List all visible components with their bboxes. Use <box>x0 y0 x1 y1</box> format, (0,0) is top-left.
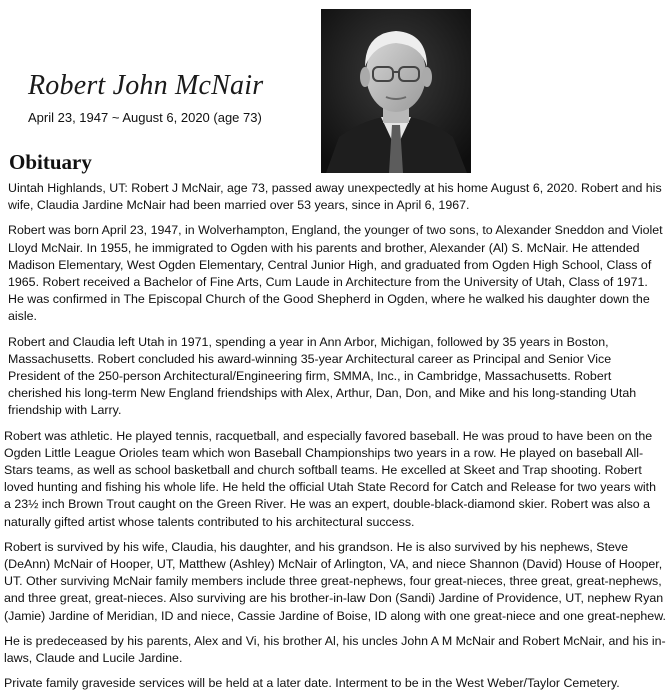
obituary-paragraph: He is predeceased by his parents, Alex and Vi, his brother Al, his uncles John A M McNair and Robert McNair, and his in-laws, Claude and Lucile Jardine. <box>4 633 666 666</box>
obituary-paragraph: Robert and Claudia left Utah in 1971, spending a year in Ann Arbor, Michigan, followed by 35 years in Boston, Massachusetts. Robert concluded his award-winning 35-year Architectural career as Principal and Senior Vice President of the 250-person Architectural/Engineering firm, SMMA, Inc., in Cambridge, Massachusetts. Robert cherished his long-term New England friendships with Alex, Arthur, Dan, Don, and Mike and his long-standing Utah friendship with Larry. <box>8 334 637 418</box>
obituary-heading: Obituary <box>9 150 92 174</box>
portrait-photo <box>321 9 471 173</box>
obituary-paragraph: Private family graveside services will be held at a later date. Interment to be in the West Weber/Taylor Cemetery. <box>4 676 620 691</box>
obituary-paragraph: Robert was athletic. He played tennis, racquetball, and especially favored baseball. He was proud to have been on the Ogden Little League Orioles team which won Baseball Championships two years in a row. He played on baseball All-Stars teams, as well as school basketball and church softball teams. He excelled at Skeet and Trap shooting. Robert loved hunting and fishing his whole life. He held the official Utah State Record for Catch and Release for two years with a 23½ inch Brown Trout caught on the Green River. He was an expert, double-black-diamond skier. Robert was also a naturally gifted artist whose talents contributed to his architectural success. <box>4 428 657 529</box>
obituary-body <box>4 180 666 700</box>
life-dates: April 23, 1947 ~ August 6, 2020 (age 73) <box>28 110 262 125</box>
obituary-paragraph: Robert was born April 23, 1947, in Wolverhampton, England, the younger of two sons, to Alexander Sneddon and Violet Lloyd McNair. In 1955, he immigrated to Ogden with his parents and brother, Alexander (Al) S. McNair. He attended Madison Elementary, West Ogden Elementary, Central Junior High, and graduated from Ogden High School, Class of 1965. Robert received a Bachelor of Fine Arts, Cum Laude in Architecture from the University of Utah, Class of 1971. He was confirmed in The Episcopal Church of the Good Shepherd in Ogden, where he walked his daughter down the aisle. <box>8 223 663 324</box>
obituary-paragraph: Robert is survived by his wife, Claudia, his daughter, and his grandson. He is also survived by his nephews, Steve (DeAnn) McNair of Hooper, UT, Matthew (Ashley) McNair of Arlington, VA, and niece Shannon (David) House of Hooper, UT. Other surviving McNair family members include three great-nephews, four great-nieces, three great, great-nephews, and three great, great-nieces. Also surviving are his brother-in-law Don (Sandi) Jardine of Providence, UT, nephew Ryan (Jamie) Jardine of Meridian, ID and niece, Cassie Jardine of Boise, ID along with one great-niece and one great-nephew. <box>4 539 666 623</box>
deceased-name: Robert John McNair <box>28 70 264 101</box>
obituary-paragraph: Uintah Highlands, UT: Robert J McNair, age 73, passed away unexpectedly at his home August 6, 2020. Robert and his wife, Claudia Jardine McNair had been married over 53 years, since in April 6, 1967. <box>8 181 662 213</box>
portrait-photo-icon <box>321 9 471 173</box>
